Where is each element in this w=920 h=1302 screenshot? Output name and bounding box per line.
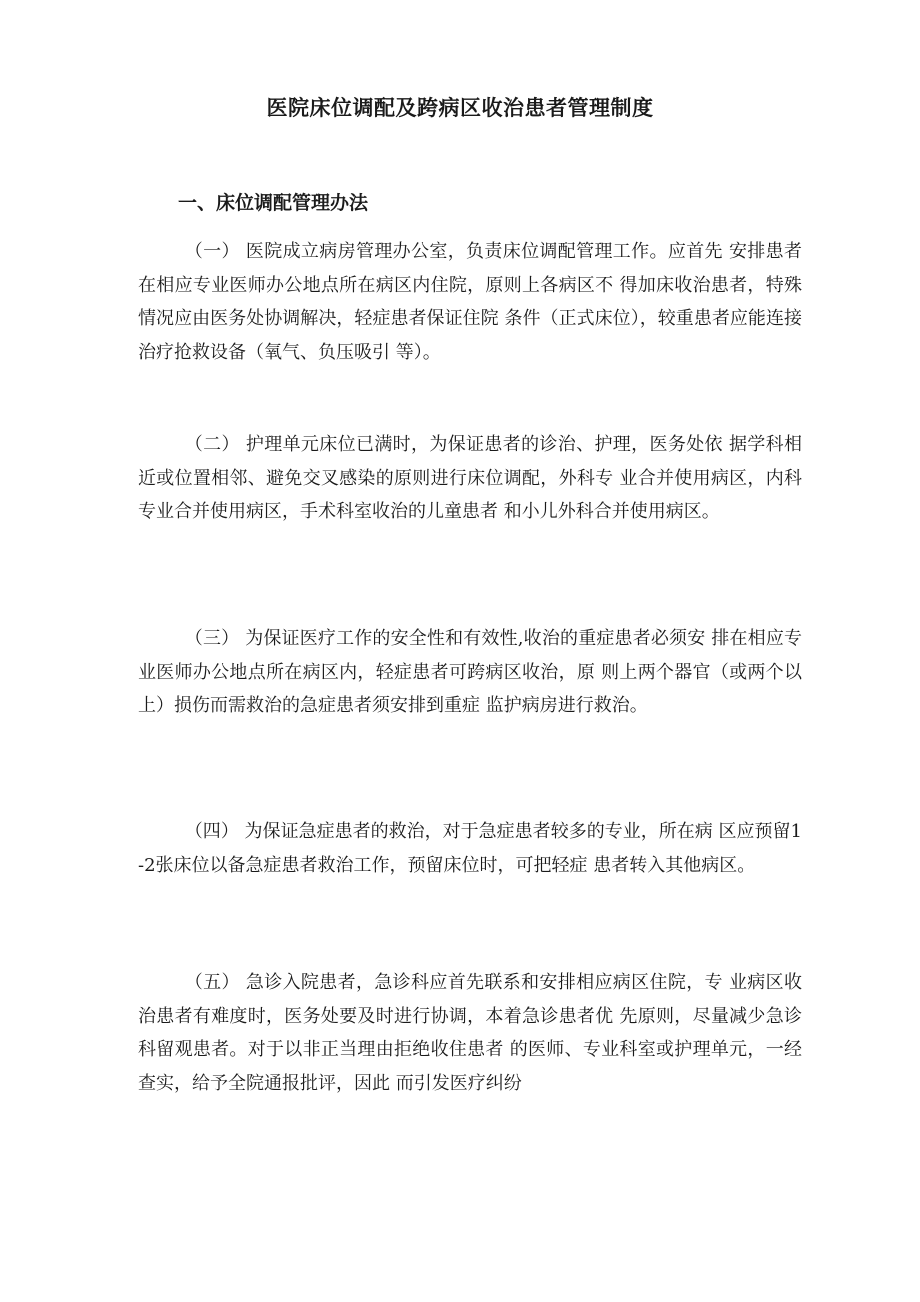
paragraph-2: （二） 护理单元床位已满时，为保证患者的诊治、护理，医务处依 据学科相近或位置相邻、避免交叉感染的原则进行床位调配，外科专 业合并使用病区，内科专业合并使用病区，手术科室收治的儿童患者 和小儿外科合并使用病区。	[138, 434, 802, 522]
paragraph-4: （四） 为保证急症患者的救治，对于急症患者较多的专业，所在病 区应预留1-2张床位以备急症患者救治工作，预留床位时，可把轻症 患者转入其他病区。	[138, 821, 802, 876]
document-title: 医院床位调配及跨病区收治患者管理制度	[266, 96, 654, 120]
paragraph-1: （一） 医院成立病房管理办公室，负责床位调配管理工作。应首先 安排患者在相应专业医师办公地点所在病区内住院，原则上各病区不 得加床收治患者，特殊情况应由医务处协调解决，轻症患者保证住院 条件（正式床位），较重患者应能连接治疗抢救设备（氧气、负压吸引 等）。	[138, 241, 802, 363]
section-heading: 一、床位调配管理办法	[178, 192, 369, 214]
paragraph-3: （三） 为保证医疗工作的安全性和有效性,收治的重症患者必须安 排在相应专业医师办公地点所在病区内，轻症患者可跨病区收治，原 则上两个器官（或两个以上）损伤而需救治的急症患者须安排到重症 监护病房进行救治。	[138, 628, 802, 716]
paragraph-5: （五） 急诊入院患者，急诊科应首先联系和安排相应病区住院，专 业病区收治患者有难度时，医务处要及时进行协调，本着急诊患者优 先原则，尽量减少急诊科留观患者。对于以非正当理由拒绝收住患者 的医师、专业科室或护理单元，一经查实，给予全院通报批评，因此 而引发医疗纠纷	[138, 972, 802, 1094]
